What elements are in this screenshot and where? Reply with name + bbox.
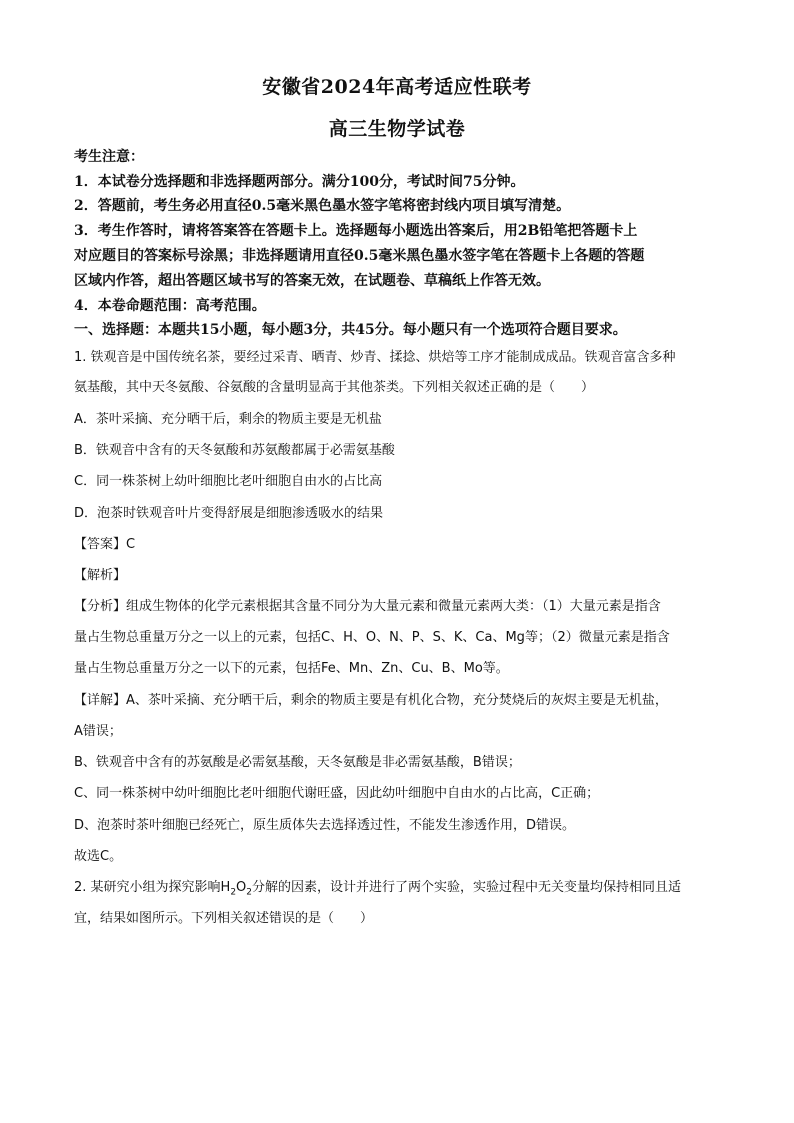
question-1-analysis: 量占生物总重量万分之一以下的元素，包括Fe、Mn、Zn、Cu、B、Mo等。 [74,661,509,676]
question-1-analysis: 【分析】组成生物体的化学元素根据其含量不同分为大量元素和微量元素两大类：（1）大量元素是指含 [74,599,661,614]
question-1-detail: A错误； [74,724,122,739]
question-1-detail: D、泡茶时茶叶细胞已经死亡，原生质体失去选择透过性，不能发生渗透作用，D错误。 [74,818,576,833]
question-1-stem: 1. 铁观音是中国传统名茶，要经过采青、晒青、炒青、揉捻、烘焙等工序才能制成成品。铁观音富含多种 [74,350,676,365]
question-1-option-c: C．同一株茶树上幼叶细胞比老叶细胞自由水的占比高 [74,474,383,489]
notice-item: 区域内作答，超出答题区域书写的答案无效，在试题卷、草稿纸上作答无效。 [74,273,550,289]
section-heading: 一、选择题：本题共15小题，每小题3分，共45分。每小题只有一个选项符合题目要求。 [74,322,627,338]
question-1-detail: C、同一株茶树中幼叶细胞比老叶细胞代谢旺盛，因此幼叶细胞中自由水的占比高，C正确； [74,786,600,801]
question-2-stem-text: 2. 某研究小组为探究影响H [74,880,231,895]
question-2-stem-text: O [236,880,247,895]
notice-item: 2．答题前，考生务必用直径0.5毫米黑色墨水签字笔将密封线内项目填写清楚。 [74,198,571,214]
exam-subtitle: 高三生物学试卷 [328,118,466,140]
question-1-option-d: D．泡茶时铁观音叶片变得舒展是细胞渗透吸水的结果 [74,506,384,521]
question-1-answer: 【答案】C [74,537,136,552]
question-1-option-a: A．茶叶采摘、充分晒干后，剩余的物质主要是无机盐 [74,412,382,427]
question-1-conclusion: 故选C。 [74,849,123,864]
notice-item: 3．考生作答时，请将答案答在答题卡上。选择题每小题选出答案后，用2B铅笔把答题卡上 [74,223,638,239]
subscript: 2 [246,887,253,898]
question-1-detail: B、铁观音中含有的苏氨酸是必需氨基酸，天冬氨酸是非必需氨基酸，B错误； [74,755,521,770]
question-2-stem-text: 分解的因素，设计并进行了两个实验，实验过程中无关变量均保持相同且适 [252,880,682,895]
notice-heading: 考生注意： [74,149,144,165]
question-1-stem: 氨基酸，其中天冬氨酸、谷氨酸的含量明显高于其他茶类。下列相关叙述正确的是（ ） [74,380,595,395]
question-1-detail: 【详解】A、茶叶采摘、充分晒干后，剩余的物质主要是有机化合物，充分焚烧后的灰烬主要是无机盐， [74,693,668,708]
question-2-stem: 宜，结果如图所示。下列相关叙述错误的是（ ） [74,911,374,926]
question-1-analysis-label: 【解析】 [74,568,127,583]
question-1-analysis: 量占生物总重量万分之一以上的元素，包括C、H、O、N、P、S、K、Ca、Mg等；（2）微量元素是指含 [74,630,670,645]
notice-item: 对应题目的答案标号涂黑；非选择题请用直径0.5毫米黑色墨水签字笔在答题卡上各题的答题 [74,248,645,264]
exam-title: 安徽省2024年高考适应性联考 [262,76,532,98]
notice-item: 1．本试卷分选择题和非选择题两部分。满分100分，考试时间75分钟。 [74,174,525,190]
question-2-stem [74,878,681,898]
subscript: 2 [230,887,237,898]
question-1-option-b: B．铁观音中含有的天冬氨酸和苏氨酸都属于必需氨基酸 [74,443,395,458]
notice-item: 4．本卷命题范围：高考范围。 [74,298,266,314]
